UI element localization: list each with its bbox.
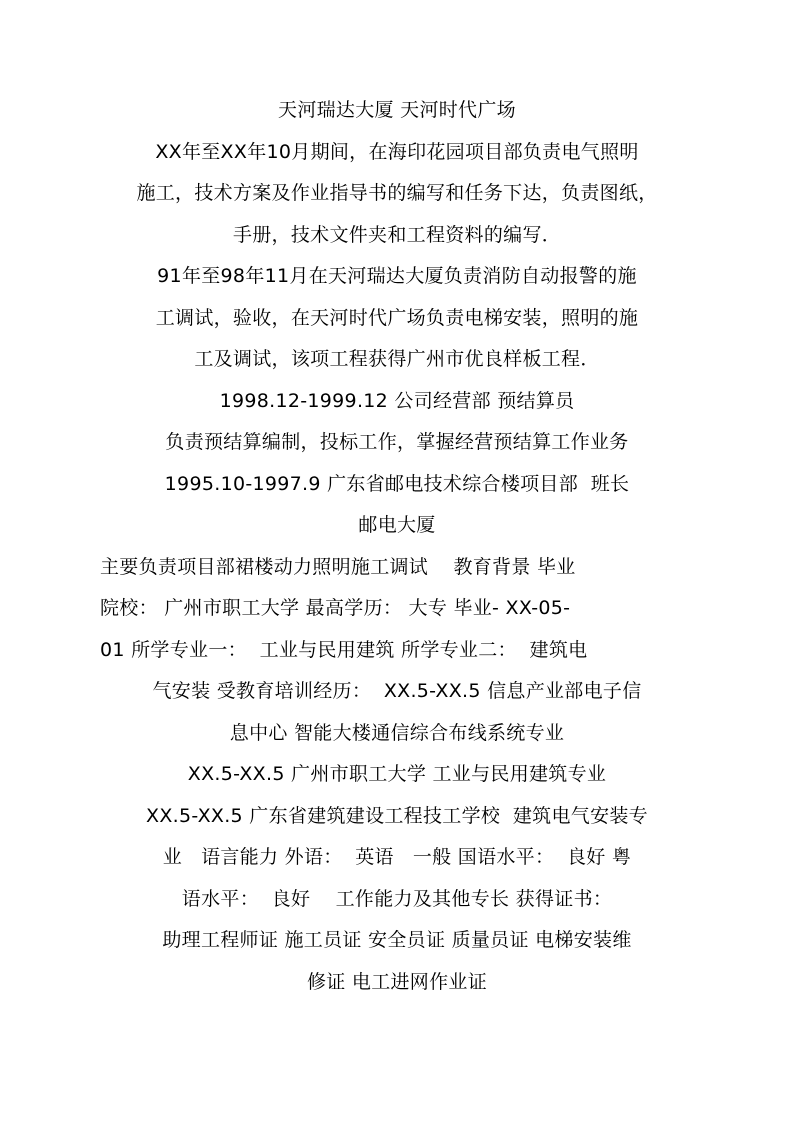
text-line: XX年至XX年10月期间，在海印花园项目部负责电气照明 <box>155 140 639 163</box>
document-body <box>100 90 694 1003</box>
text-line: 院校： 广州市职工大学 最高学历： 大专 毕业- XX-05- <box>100 597 571 619</box>
text-line: 助理工程师证 施工员证 安全员证 质量员证 电梯安装维 <box>162 929 632 951</box>
text-line: 气安装 受教育培训经历： XX.5-XX.5 信息产业部电子信 <box>152 680 642 702</box>
text-line: XX.5-XX.5 广州市职工大学 工业与民用建筑专业 <box>187 763 607 785</box>
text-line: 天河瑞达大厦 天河时代广场 <box>278 99 516 121</box>
text-line: 主要负责项目部裙楼动力照明施工调试 教育背景 毕业 <box>100 555 576 578</box>
text-line: 负责预结算编制，投标工作，掌握经营预结算工作业务 <box>165 431 629 453</box>
text-line: 01 所学专业一： 工业与民用建筑 所学专业二： 建筑电 <box>100 638 588 661</box>
text-line: 修证 电工进网作业证 <box>306 970 488 993</box>
text-line: 语水平： 良好 工作能力及其他专长 获得证书： <box>181 887 613 910</box>
text-line: 手册，技术文件夹和工程资料的编写． <box>232 223 562 246</box>
text-line: 91年至98年11月在天河瑞达大厦负责消防自动报警的施 <box>157 265 637 287</box>
text-line: 施工，技术方案及作业指导书的编写和任务下达，负责图纸， <box>136 182 658 204</box>
text-line: XX.5-XX.5 广东省建筑建设工程技工学校 建筑电气安装专 <box>146 804 648 827</box>
text-line: 息中心 智能大楼通信综合布线系统专业 <box>229 721 565 744</box>
text-line: 1998.12-1999.12 公司经营部 预结算员 <box>219 389 575 412</box>
text-line: 业 语言能力 外语： 英语 一般 国语水平： 良好 粤 <box>162 846 632 868</box>
text-line: 邮电大厦 <box>358 514 436 536</box>
text-line: 工及调试，该项工程获得广州市优良样板工程． <box>194 348 600 370</box>
text-line: 1995.10-1997.9 广东省邮电技术综合楼项目部 班长 <box>164 472 630 495</box>
text-line: 工调试，验收，在天河时代广场负责电梯安装，照明的施 <box>155 306 639 329</box>
